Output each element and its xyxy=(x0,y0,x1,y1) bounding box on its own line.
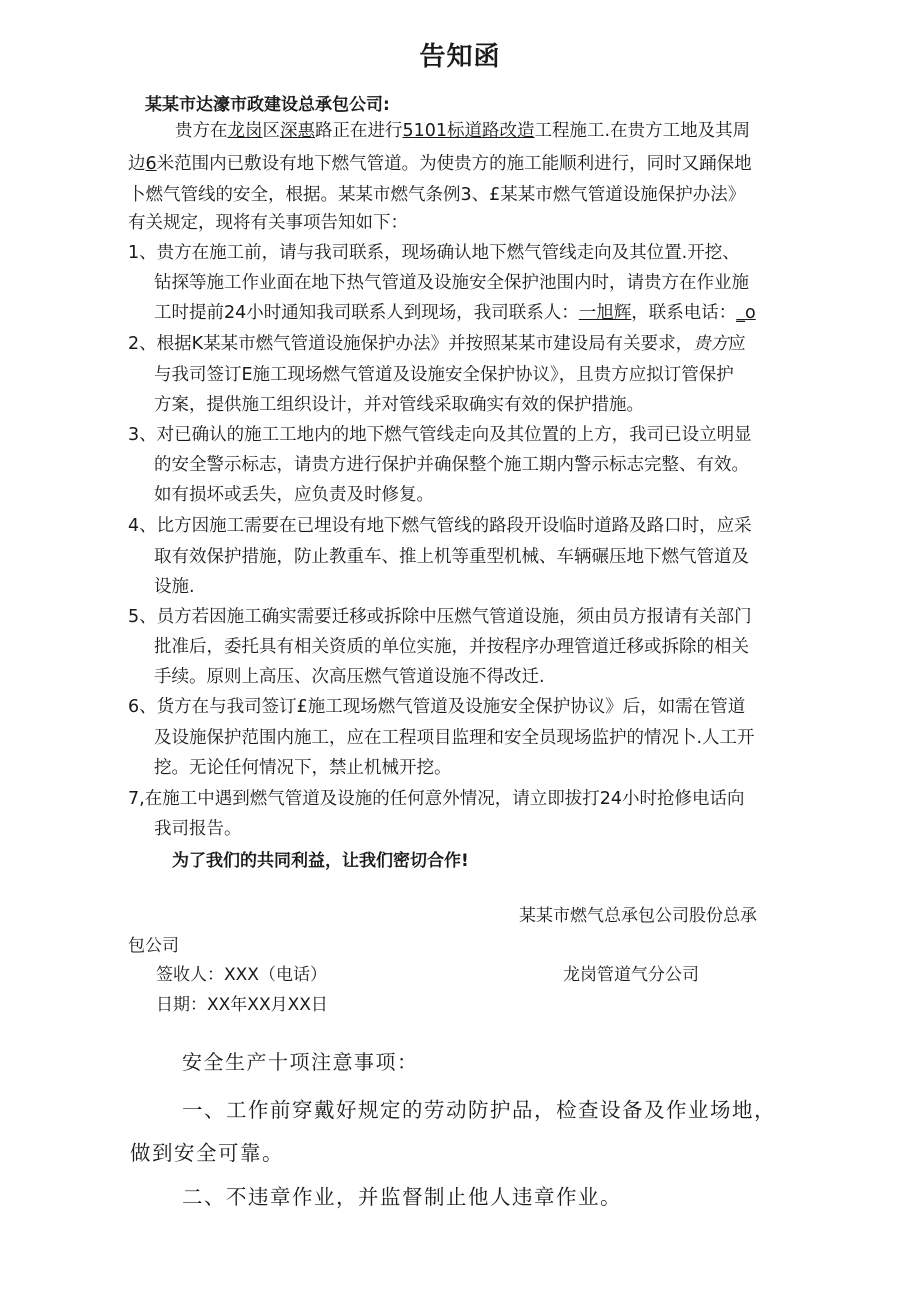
item-1-line-1: 1、贵方在施工前，请与我司联系，现场确认地下燃气管线走向及其位置.开挖、 xyxy=(128,243,740,263)
item-5-line-3: 手续。原则上高压、次高压燃气管道设施不得改迁. xyxy=(154,667,545,687)
contact-name: 一旭辉 xyxy=(578,303,632,323)
intro-text: 米范围内已敷设有地下燃气管道。为使贵方的施工能顺利进行，同时又踊保地 xyxy=(156,154,752,174)
item-1-line-2: 钻探等施工作业面在地下热气管道及设施安全保护池围内时，请贵方在作业施 xyxy=(154,273,749,293)
item-6-line-2: 及设施保护范围内施工，应在工程项目监理和安全员现场监护的情况卜.人工开 xyxy=(154,728,755,748)
item-2-line-1 xyxy=(128,329,746,359)
company-name-line-1: 某某市燃气总承包公司股份总承 xyxy=(519,906,757,926)
item-4-line-1: 4、比方因施工需要在已埋设有地下燃气管线的路段开设临时道路及路口时，应采 xyxy=(128,516,752,536)
intro-text: 工程施工.在贵方工地及其周 xyxy=(534,121,751,141)
item-text: 应 xyxy=(728,334,746,354)
intro-line-4: 有关规定，现将有关事项告知如下： xyxy=(128,213,408,233)
safety-heading: 安全生产十项注意事项： xyxy=(182,1050,419,1074)
intro-line-1 xyxy=(175,116,750,146)
page-title: 告知函 xyxy=(419,42,501,72)
item-text: 贵方 xyxy=(693,334,729,354)
item-text: ，联系电话： xyxy=(631,303,737,323)
intro-text: 区 xyxy=(262,121,280,141)
item-2-line-2: 与我司签订E施工现场燃气管道及设施安全保护协议》，且贵方应拟订管保护 xyxy=(154,365,734,385)
item-2-line-3: 方案，提供施工组织设计，并对管线采取确实有效的保护措施。 xyxy=(154,395,644,415)
item-4-line-3: 设施. xyxy=(154,577,195,597)
road-name: 深惠 xyxy=(280,121,315,141)
item-6-line-1: 6、货方在与我司签订£施工现场燃气管道及设施安全保护协议》后，如需在管道 xyxy=(128,697,746,717)
company-name-line-2: 包公司 xyxy=(128,936,179,956)
addressee: 某某市达濠市政建设总承包公司: xyxy=(145,95,390,115)
distance-value: 6 xyxy=(145,154,157,174)
branch-name: 龙岗管道气分公司 xyxy=(563,965,699,985)
item-3-line-3: 如有损坏或丢失，应负责及时修复。 xyxy=(154,485,434,505)
item-7-line-2: 我司报告。 xyxy=(154,819,242,839)
receiver-field: 签收人：XXX（电话） xyxy=(156,965,327,985)
safety-item-2: 二、不违章作业，并监督制止他人违章作业。 xyxy=(182,1185,622,1209)
intro-line-2 xyxy=(128,149,752,179)
item-text: 工时提前24小时通知我司联系人到现场，我司联系人： xyxy=(154,303,579,323)
intro-line-3: 卜燃气管线的安全，根据。某某市燃气条例3、£某某市燃气管道设施保护办法》 xyxy=(128,185,746,205)
date-field: 日期：XX年XX月XX日 xyxy=(156,995,328,1015)
safety-item-1-line-2: 做到安全可靠。 xyxy=(130,1141,284,1165)
district-name: 龙岗 xyxy=(227,121,263,141)
intro-text: 边 xyxy=(128,154,146,174)
safety-item-1-line-1: 一、工作前穿戴好规定的劳动防护品，检查设备及作业场地， xyxy=(182,1098,776,1122)
item-5-line-1: 5、员方若因施工确实需要迁移或拆除中压燃气管道设施，须由员方报请有关部门 xyxy=(128,607,752,627)
contact-phone: _o xyxy=(736,303,756,323)
item-3-line-2: 的安全警示标志，请贵方进行保护并确保整个施工期内警示标志完整、有效。 xyxy=(154,455,749,475)
item-4-line-2: 取有效保护措施，防止教重车、推上机等重型机械、车辆碾压地下燃气管道及 xyxy=(154,547,749,567)
item-6-line-3: 挖。无论任何情况下，禁止机械开挖。 xyxy=(154,758,452,778)
item-7-line-1: 7,在施工中遇到燃气管道及设施的任何意外情况，请立即拔打24小时抢修电话向 xyxy=(128,789,745,809)
item-5-line-2: 批准后，委托具有相关资质的单位实施，并按程序办理管道迁移或拆除的相关 xyxy=(154,637,749,657)
item-1-line-3 xyxy=(154,298,756,328)
intro-text: 路正在进行 xyxy=(315,121,403,141)
closing-statement: 为了我们的共同利益，让我们密切合作! xyxy=(172,851,469,871)
intro-text: 贵方在 xyxy=(175,121,228,141)
item-text: 2、根据K某某市燃气管道设施保护办法》并按照某某市建设局有关要求， xyxy=(128,334,694,354)
item-3-line-1: 3、对已确认的施工工地内的地下燃气管线走向及其位置的上方，我司已设立明显 xyxy=(128,425,752,445)
project-name: 5101标道路改造 xyxy=(402,121,535,141)
